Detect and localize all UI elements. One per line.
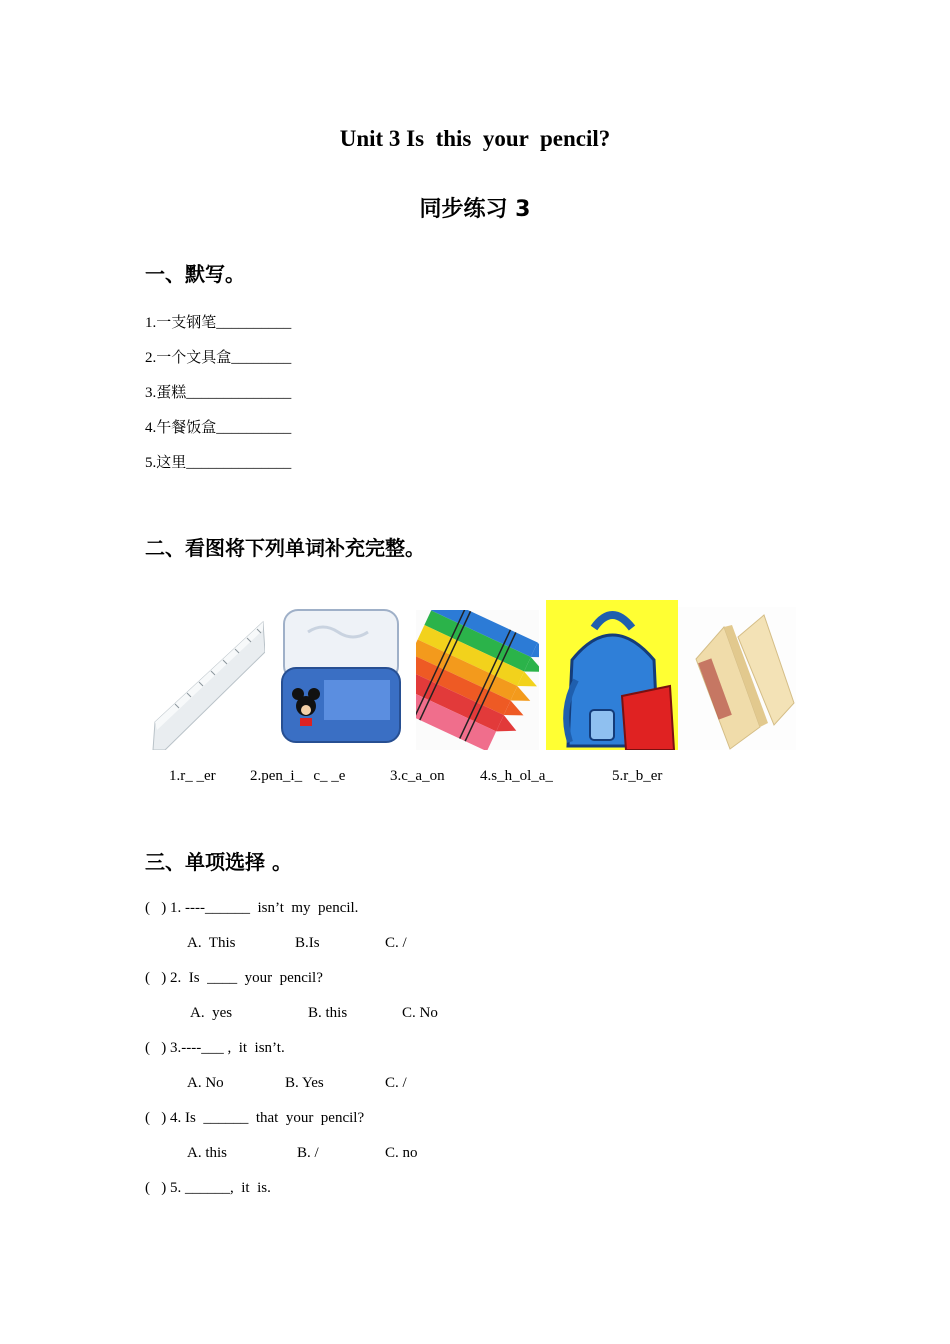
question-2: ( ) 2. Is ____ your pencil? — [145, 970, 323, 986]
question-1-option-a: A. This — [187, 935, 236, 951]
pencil-case-image — [278, 602, 404, 750]
dictation-item-2: 2.一个文具盒________ — [145, 350, 292, 366]
dictation-item-3: 3.蛋糕______________ — [145, 385, 292, 401]
picture-label-2: 2.pen_i_ c_ _e — [250, 768, 346, 784]
question-1-option-b: B.Is — [295, 935, 320, 951]
schoolbag-image — [546, 600, 678, 750]
picture-label-5: 5.r_b_er — [612, 768, 663, 784]
question-2-option-a: A. yes — [190, 1005, 233, 1021]
picture-label-3: 3.c_a_on — [390, 768, 445, 784]
picture-label-4: 4.s_h_ol_a_ — [480, 768, 553, 784]
question-1: ( ) 1. ----______ isn’t my pencil. — [145, 900, 359, 916]
dictation-item-5: 5.这里______________ — [145, 455, 292, 471]
page-subtitle: 同步练习 3 — [419, 197, 531, 222]
crayons-image — [416, 610, 539, 750]
question-3-option-a: A. No — [187, 1075, 224, 1091]
rubber-image — [678, 607, 796, 750]
question-4-option-c: C. no — [385, 1145, 418, 1161]
question-5: ( ) 5. ______, it is. — [145, 1180, 271, 1196]
question-4: ( ) 4. Is ______ that your pencil? — [145, 1110, 365, 1126]
picture-label-1: 1.r_ _er — [169, 768, 216, 784]
question-3: ( ) 3.----___ , it isn’t. — [145, 1040, 285, 1056]
question-1-option-c: C. / — [385, 935, 407, 951]
section3-heading: 三、单项选择 。 — [145, 850, 292, 874]
question-2-option-c: C. No — [402, 1005, 438, 1021]
dictation-item-1: 1.一支钢笔__________ — [145, 315, 292, 331]
section2-heading: 二、看图将下列单词补充完整。 — [145, 536, 425, 560]
page-title: Unit 3 Is this your pencil? — [339, 126, 611, 151]
question-3-option-c: C. / — [385, 1075, 407, 1091]
dictation-item-4: 4.午餐饭盒__________ — [145, 420, 292, 436]
question-4-option-a: A. this — [187, 1145, 228, 1161]
question-2-option-b: B. this — [308, 1005, 348, 1021]
section1-heading: 一、默写。 — [145, 262, 245, 286]
ruler-image — [145, 582, 265, 750]
question-3-option-b: B. Yes — [285, 1075, 324, 1091]
question-4-option-b: B. / — [297, 1145, 319, 1161]
